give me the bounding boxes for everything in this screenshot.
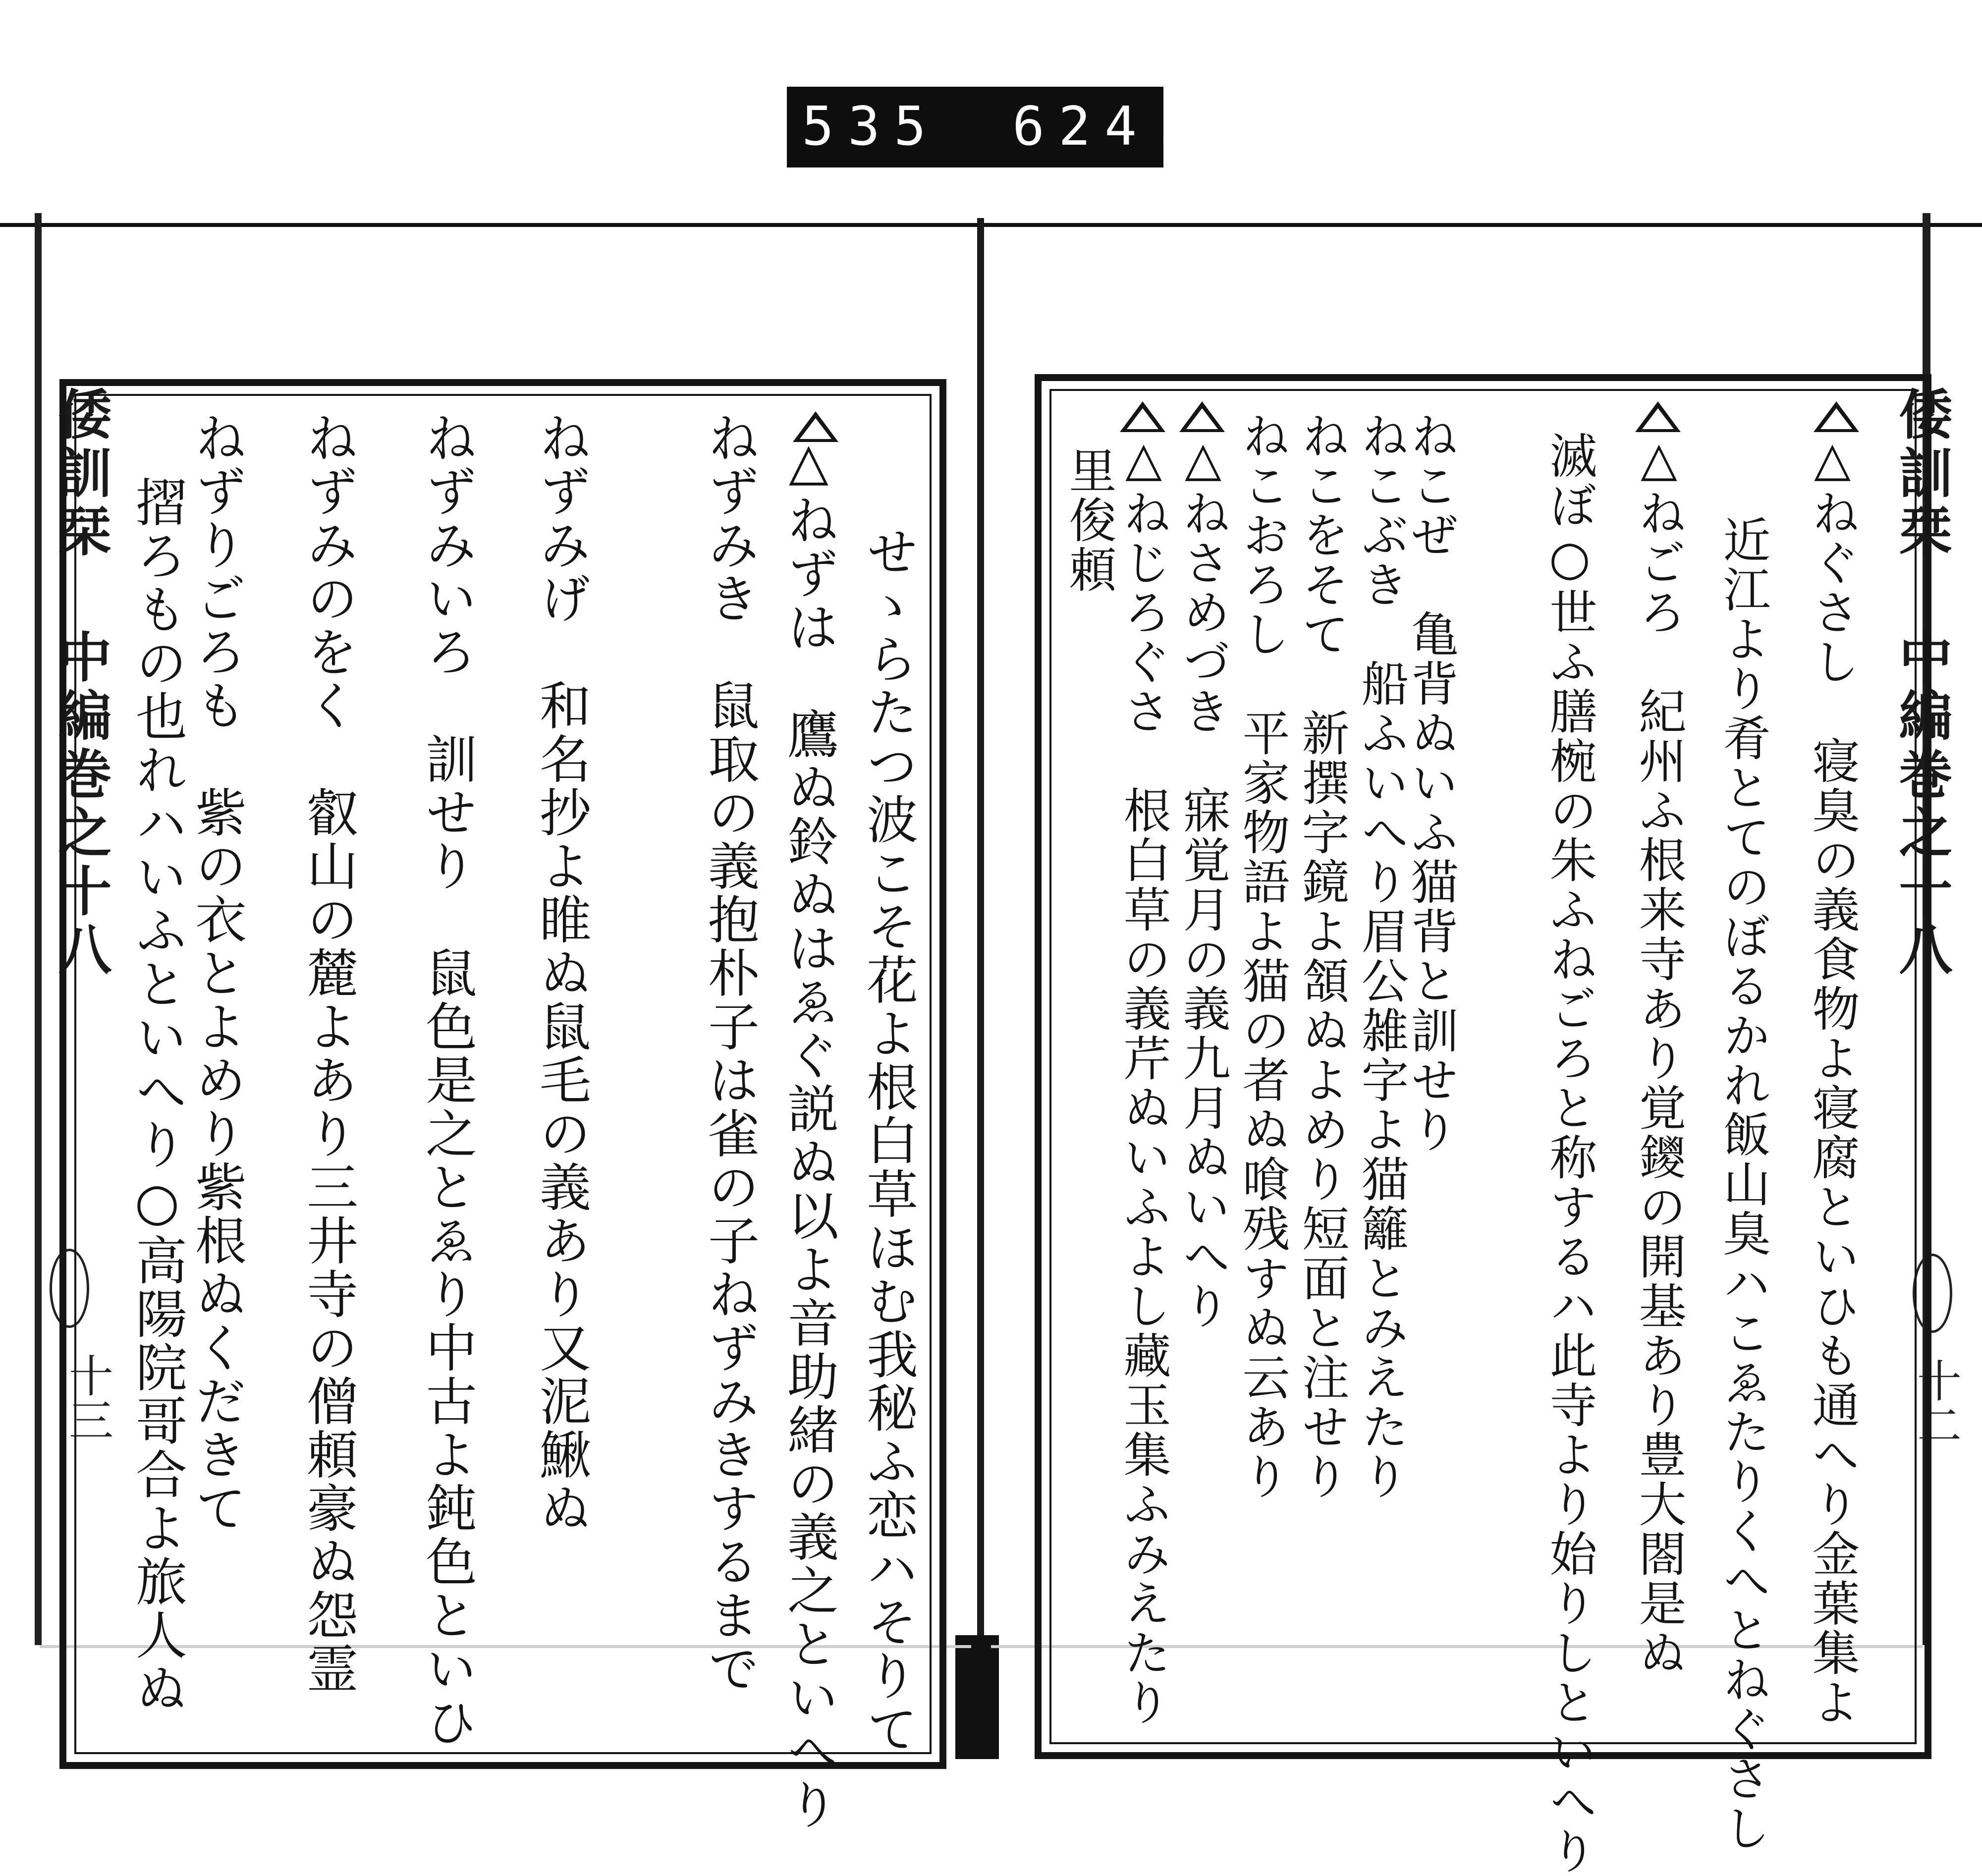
- right-folio: 十二: [1909, 1358, 1961, 1447]
- spine-binding: [955, 1635, 999, 1759]
- entry-marker-icon: [1179, 401, 1225, 432]
- left-col-3: ねずみき 鼠取の義抱朴子は雀の子ねずみきするまで: [699, 411, 760, 1696]
- catalog-number-right: 624.: [1012, 96, 1197, 158]
- right-col-8: ねこおろし 平家物語よ猫の者ぬ喰残すぬ云あり: [1235, 411, 1290, 1501]
- right-col-2: 近江より肴とてのぼるかれ飯山臭ハこゑたりくへとねぐさし: [1715, 515, 1771, 1853]
- right-col-5: ねこぜ 亀背ぬいふ猫背と訓せり: [1403, 411, 1459, 1155]
- right-col-1: △ねぐさし 寝臭の義食物よ寝腐といひも通へり金葉集よ: [1805, 431, 1860, 1727]
- right-col-4: 滅ぼ○世ふ膳椀の朱ふねごろと称するハ此寺より始りしといへり: [1542, 431, 1597, 1876]
- entry-marker-icon: [1635, 401, 1681, 432]
- left-col-5: ねずみいろ 訓せり 鼠色是之とゑり中古よ鈍色といひ: [417, 411, 477, 1749]
- book-spread: [0, 198, 1982, 1876]
- left-col-1: せゝらたつ波こそ花よ根白草ほむ我秘ふ恋ハそりて: [858, 525, 918, 1756]
- right-col-11: 里俊頼: [1061, 446, 1117, 595]
- left-col-4: ねずみげ 和名抄よ睢ぬ鼠毛の義あり又泥鰍ぬ: [531, 411, 591, 1535]
- top-edge-rule: [0, 223, 1982, 227]
- left-spine-title: 倭訓栞 中編巻之十八: [49, 386, 111, 980]
- left-col-6: ねずみのをく 叡山の麓よあり三井寺の僧頼豪ぬ怨霊: [298, 411, 358, 1696]
- left-col-7: ねずりごろも 紫の衣とよめり紫根ぬくだきて: [186, 411, 247, 1535]
- right-col-10: △ねじろぐさ 根白草の義芹ぬいふよし藏玉集ふみえたり: [1116, 431, 1171, 1727]
- left-leaf-edge: [35, 213, 42, 1645]
- right-col-3: △ねごろ 紀州ふ根来寺あり覚鑁の開基あり豊大閤是ぬ: [1631, 431, 1687, 1678]
- right-spine-title: 倭訓栞 中編巻之十八: [1890, 386, 1952, 980]
- left-col-2: △ねずは 鷹ぬ鈴ぬはゑぐ説ぬ以よ音助緒の義之といへり: [778, 431, 839, 1831]
- left-folio: 十三: [61, 1353, 113, 1442]
- right-col-6: ねこぶき 船ふいへり眉公雑字よ猫籬とみえたり: [1354, 411, 1409, 1501]
- entry-marker-icon: [1120, 401, 1165, 432]
- center-fold: [977, 218, 984, 1645]
- catalog-number-label: [787, 87, 1197, 167]
- left-col-8: 摺ろもの也れハいふといへり○高陽院哥合よ旅人ぬ: [127, 476, 187, 1715]
- right-col-9: △ねさめづき 寐覚月の義九月ぬいへり: [1175, 431, 1231, 1331]
- entry-marker-icon: [1814, 401, 1859, 432]
- right-col-7: ねこをそて 新撰字鏡よ頷ぬよめり短面と注せり: [1294, 411, 1350, 1501]
- catalog-number-left: 535: [802, 96, 940, 158]
